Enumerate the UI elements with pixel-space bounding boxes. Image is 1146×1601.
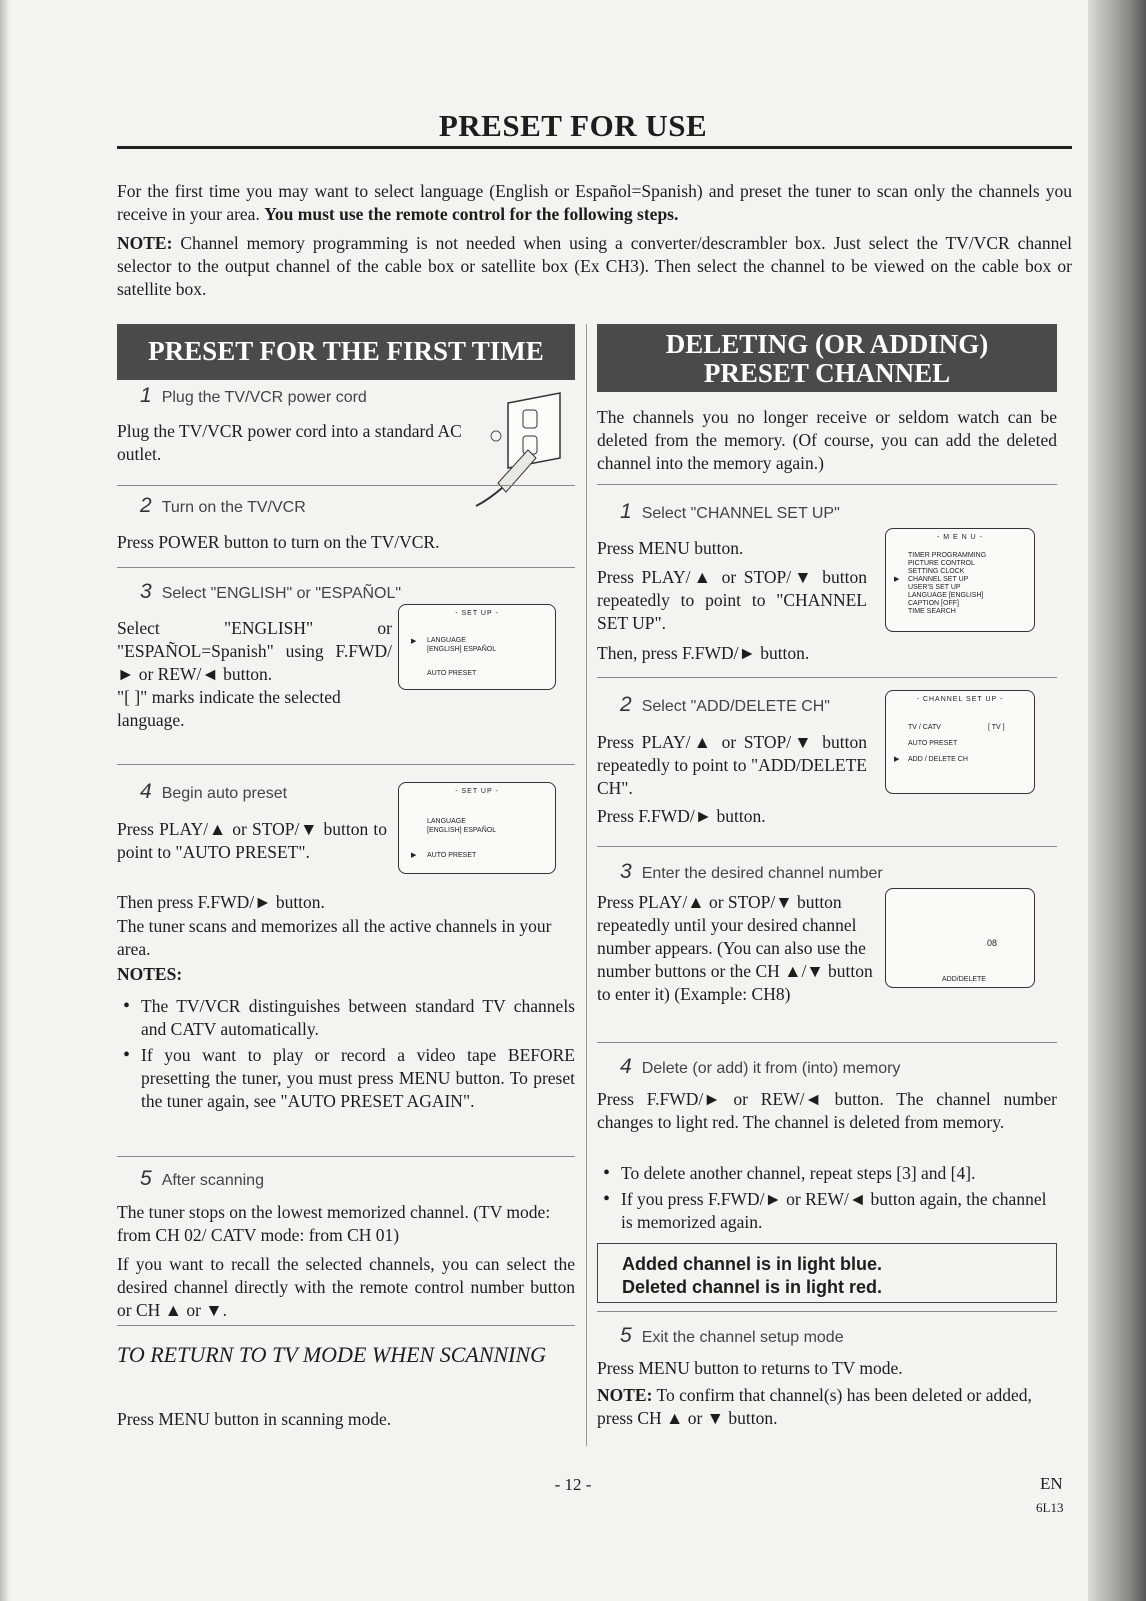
menu-item: TIME SEARCH: [908, 608, 956, 615]
left-section-banner: PRESET FOR THE FIRST TIME: [117, 324, 575, 380]
intro-paragraph: [117, 180, 1072, 226]
right-intro: The channels you no longer receive or seldom watch can be deleted from the memory. (Of course, you can add the deleted channel into the memory again.): [597, 407, 1057, 473]
step-title: Plug the TV/VCR power cord: [161, 389, 367, 406]
page-number: - 12 -: [554, 1475, 592, 1494]
step-number: 3: [140, 580, 152, 603]
divider: [597, 1042, 1057, 1043]
intro-text: For the first time you may want to select language (English or Español=Spanish) and preset the tuner to scan only the channels you receive in your area.: [117, 181, 1072, 224]
right-step1-text2: Press PLAY/▲ or STOP/▼ button repeatedly to point to "CHANNEL SET UP".: [597, 567, 867, 633]
pointer-arrow-icon: ▶: [894, 756, 900, 763]
left-step4-heading: [140, 780, 287, 804]
step-title: Enter the desired channel number: [641, 865, 883, 882]
notes-label: NOTES:: [117, 964, 183, 984]
menu-screen: [885, 528, 1035, 632]
notes-list: [117, 995, 575, 1116]
step-number: 1: [620, 500, 632, 523]
screen-header: - CHANNEL SET UP -: [916, 696, 1004, 703]
column-divider: [586, 324, 587, 1446]
pointer-arrow-icon: ▶: [411, 852, 417, 859]
note-label: NOTE:: [117, 233, 173, 253]
title-rule: [117, 146, 1072, 149]
right-step5-text: Press MENU button to returns to TV mode.: [597, 1358, 903, 1378]
step-number: 2: [140, 494, 152, 517]
screen-add-delete: ADD / DELETE CH: [908, 756, 968, 763]
left-edge-shadow: [0, 0, 10, 1601]
screen-header: - SET UP -: [455, 610, 499, 617]
left-step5-text2: If you want to recall the selected channels, you can select the desired channel directly with the remote control number button or CH ▲ or ▼.: [117, 1254, 575, 1320]
screen-auto-preset: AUTO PRESET: [427, 852, 477, 859]
left-step4-text2: Then press F.FWD/► button.: [117, 892, 325, 912]
step-title: Turn on the TV/VCR: [161, 499, 306, 516]
right-step1-text: Press MENU button.: [597, 538, 744, 558]
step-title: Select "ADD/DELETE CH": [641, 698, 830, 715]
step-number: 4: [620, 1055, 632, 1078]
note-item: • If you want to play or record a video tape BEFORE presetting the tuner, you must press MENU button. To preset the tuner again, see "AUTO PRESET AGAIN".: [117, 1044, 575, 1113]
note-label: NOTE:: [597, 1385, 653, 1405]
right-step1-text3: Then, press F.FWD/► button.: [597, 643, 810, 663]
screen-tv-catv: TV / CATV: [908, 724, 941, 731]
divider: [117, 485, 575, 486]
screen-auto-preset: AUTO PRESET: [427, 670, 477, 677]
binding-shadow: [1088, 0, 1146, 1601]
banner-line2: PRESET CHANNEL: [703, 358, 951, 388]
screen-auto-preset: AUTO PRESET: [908, 740, 958, 747]
pointer-arrow-icon: ▶: [894, 576, 900, 583]
menu-item: LANGUAGE [ENGLISH]: [908, 592, 984, 599]
banner-line1: DELETING (OR ADDING): [665, 329, 989, 359]
step-title: Select "ENGLISH" or "ESPAÑOL": [161, 585, 402, 602]
left-step1-heading: [140, 384, 367, 408]
page-title: PRESET FOR USE: [438, 108, 708, 143]
step-title: Delete (or add) it from (into) memory: [641, 1060, 901, 1077]
left-step3-heading: [140, 580, 401, 604]
step-title: Exit the channel setup mode: [641, 1329, 844, 1346]
add-delete-screen: [885, 888, 1035, 988]
menu-item: PICTURE CONTROL: [908, 560, 975, 567]
right-step5-note: [597, 1384, 1057, 1430]
intro-note: [117, 232, 1072, 301]
left-step3-text: Select "ENGLISH" or "ESPAÑOL=Spanish" using F.FWD/► or REW/◄ button.: [117, 618, 392, 684]
setup-screen-language: [398, 604, 556, 690]
menu-item: TIMER PROGRAMMING: [908, 552, 987, 559]
screen-language-options: [ENGLISH] ESPAÑOL: [427, 827, 497, 834]
divider: [597, 1311, 1057, 1312]
step-number: 3: [620, 860, 632, 883]
menu-item: CHANNEL SET UP: [908, 576, 969, 583]
setup-screen-auto-preset: [398, 782, 556, 874]
left-step4-text: Press PLAY/▲ or STOP/▼ button to point to "AUTO PRESET".: [117, 819, 387, 862]
return-text: Press MENU button in scanning mode.: [117, 1409, 392, 1429]
right-step3-text: Press PLAY/▲ or STOP/▼ button repeatedly until your desired channel number appears. (You can also use the number buttons or the CH ▲/▼ button to enter it) (Example: CH8): [597, 892, 873, 1004]
right-step2-heading: [620, 693, 830, 717]
step-title: Select "CHANNEL SET UP": [641, 505, 840, 522]
intro-bold-text: You must use the remote control for the following steps.: [264, 204, 679, 224]
screen-channel-number: 08: [987, 938, 998, 948]
callout-deleted: Deleted channel is in light red.: [622, 1277, 883, 1297]
right-step4-heading: [620, 1055, 900, 1079]
color-callout-box: [597, 1243, 1057, 1303]
screen-header: - SET UP -: [455, 788, 499, 795]
step-title: After scanning: [161, 1172, 264, 1189]
menu-item: USER'S SET UP: [908, 584, 961, 591]
divider: [597, 484, 1057, 485]
left-step1-text: Plug the TV/VCR power cord into a standard AC outlet.: [117, 421, 462, 464]
right-step1-heading: [620, 500, 840, 524]
left-step4-text3: The tuner scans and memorizes all the active channels in your area.: [117, 916, 552, 959]
note-text: To confirm that channel(s) has been deleted or added, press CH ▲ or ▼ button.: [597, 1385, 1032, 1428]
note-text: Channel memory programming is not needed when using a converter/descrambler box. Just select the TV/VCR channel selector to the output channel of the cable box or satellite box (Ex CH3). Then select the channel to be viewed on the cable box or satellite box.: [117, 233, 1072, 299]
language-code: EN: [1040, 1474, 1063, 1493]
left-step2-text: Press POWER button to turn on the TV/VCR.: [117, 532, 440, 552]
step-number: 4: [140, 780, 152, 803]
screen-language-options: [ENGLISH] ESPAÑOL: [427, 646, 497, 653]
right-step2-text: Press PLAY/▲ or STOP/▼ button repeatedly to point to "ADD/DELETE CH".: [597, 732, 867, 798]
screen-tv-value: [ TV ]: [988, 724, 1005, 731]
step-number: 2: [620, 693, 632, 716]
divider: [597, 677, 1057, 678]
menu-item: SETTING CLOCK: [908, 568, 965, 575]
channel-setup-screen: [885, 690, 1035, 794]
screen-language: LANGUAGE: [427, 818, 466, 825]
left-step3-text2: "[ ]" marks indicate the selected language.: [117, 687, 341, 730]
right-step2-text2: Press F.FWD/► button.: [597, 806, 766, 826]
right-step4-text: Press F.FWD/► or REW/◄ button. The channel number changes to light red. The channel is deleted from memory.: [597, 1089, 1057, 1132]
right-step3-heading: [620, 860, 883, 884]
divider: [117, 1156, 575, 1157]
menu-item: CAPTION [OFF]: [908, 600, 959, 607]
divider: [597, 846, 1057, 847]
step-number: 5: [140, 1167, 152, 1190]
note-item: • The TV/VCR distinguishes between standard TV channels and CATV automatically.: [117, 995, 575, 1041]
divider: [117, 567, 575, 568]
screen-language: LANGUAGE: [427, 637, 466, 644]
return-title: TO RETURN TO TV MODE WHEN SCANNING: [117, 1342, 547, 1367]
power-outlet-icon: [468, 388, 578, 508]
callout-added: Added channel is in light blue.: [622, 1254, 883, 1274]
left-step5-text: The tuner stops on the lowest memorized channel. (TV mode: from CH 02/ CATV mode: from CH 01): [117, 1202, 551, 1245]
model-code: 6L13: [1036, 1500, 1064, 1515]
bullet-item: • To delete another channel, repeat steps [3] and [4].: [597, 1162, 1057, 1185]
right-section-banner: [597, 324, 1057, 392]
left-step2-heading: [140, 494, 306, 518]
divider: [117, 764, 575, 765]
right-step5-heading: [620, 1324, 844, 1348]
divider: [117, 1325, 575, 1326]
step-number: 1: [140, 384, 152, 407]
right-step4-bullets: [597, 1162, 1057, 1237]
pointer-arrow-icon: ▶: [411, 638, 417, 645]
bullet-item: • If you press F.FWD/► or REW/◄ button again, the channel is memorized again.: [597, 1188, 1057, 1234]
left-step5-heading: [140, 1167, 264, 1191]
step-title: Begin auto preset: [161, 785, 288, 802]
screen-header: - M E N U -: [937, 534, 983, 541]
screen-add-delete-label: ADD/DELETE: [942, 976, 986, 983]
step-number: 5: [620, 1324, 632, 1347]
